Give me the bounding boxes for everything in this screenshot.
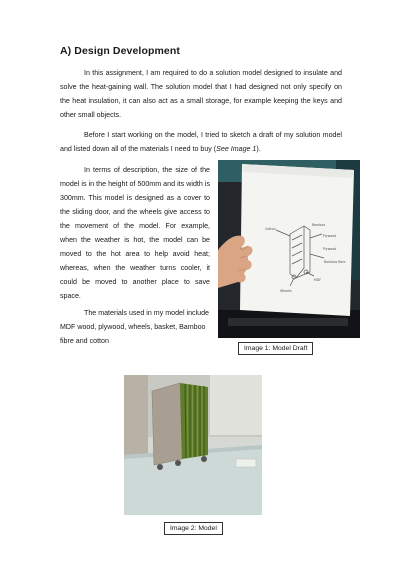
paragraph-description: In terms of description, the size of the model is in the height of 500mm and its width is 300mm. This model is designed as a cover to the sliding door, and the wheels give access to the movement of the model. For example, when the weather is hot, the model can be moved to the hot area to help avoid heat; whereas, when the weather turns cooler, it could be moved to another place to save space. bbox=[60, 166, 210, 300]
paragraph-sketch bbox=[60, 128, 342, 156]
sketch-label: Wheels bbox=[280, 289, 292, 293]
paragraph-intro: In this assignment, I am required to do a solution model designed to insulate and solve the heat-gaining wall. The solution model that I had designed not only specify on the heat insulation, it can also act as a small storage, for example keeping the keys and other small objects. bbox=[60, 69, 342, 119]
image-reference: See Image 1 bbox=[216, 145, 257, 153]
model-photo bbox=[124, 375, 262, 515]
caption-model-draft: Image 1: Model Draft bbox=[238, 342, 313, 355]
sketch-label: Bamboo bbox=[312, 223, 326, 227]
sketch-label: Cotton bbox=[265, 227, 276, 231]
sketch-label: MDF bbox=[314, 278, 322, 282]
paragraph-materials: The materials used in my model include MDF wood, plywood, wheels, basket, Bamboo fibre and cotton bbox=[60, 309, 209, 345]
caption-model: Image 2: Model bbox=[164, 522, 223, 535]
sketch-label: Plywood bbox=[323, 234, 337, 238]
sketch-label: Bamboo fibre bbox=[324, 260, 346, 264]
model-draft-photo bbox=[218, 160, 360, 338]
sketch-label: Plywood bbox=[323, 247, 337, 251]
section-heading: A) Design Development bbox=[60, 45, 180, 57]
paragraph-sketch-end: ). bbox=[256, 145, 261, 153]
model-illustration bbox=[124, 375, 262, 515]
paragraph-sketch-text: Before I start working on the model, I tried to sketch a draft of my solution model and listed down all of the materials I need to buy ( bbox=[60, 131, 342, 153]
model-draft-illustration bbox=[218, 160, 360, 338]
